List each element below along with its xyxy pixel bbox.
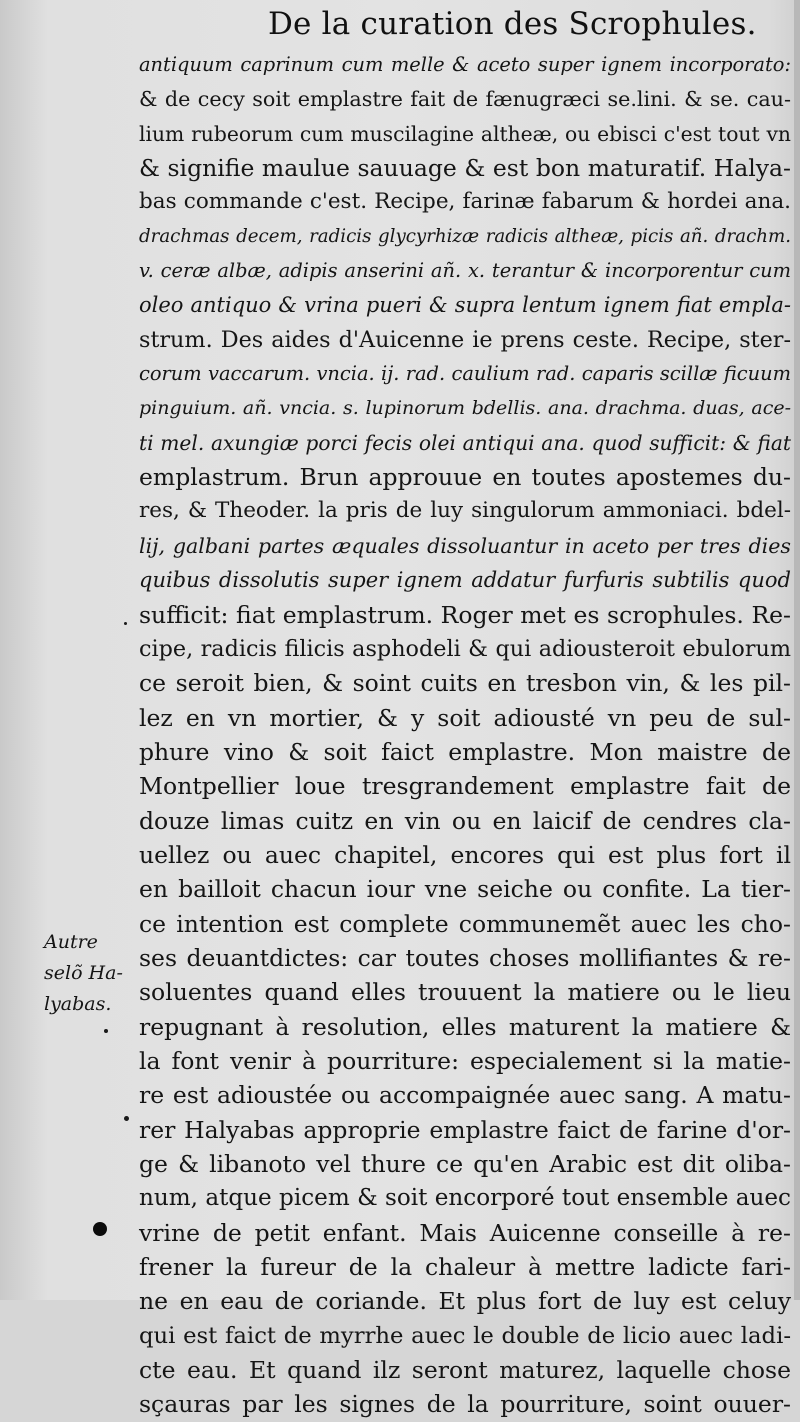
text-line: frener la fureur de la chaleur à mettre ladicte fari- <box>139 1253 791 1282</box>
text-line: oleo antiquo & vrina pueri & supra lentum ignem fiat empla- <box>139 293 791 318</box>
text-line: la font venir à pourriture: especialement si la matie- <box>139 1046 791 1075</box>
text-line: vrine de petit enfant. Mais Auicenne conseille à re- <box>139 1218 791 1247</box>
page-edge-shadow <box>794 0 800 1300</box>
text-line: & signifie maulue sauuage & est bon maturatif. Halya- <box>139 154 791 183</box>
margin-dot <box>124 1116 129 1121</box>
text-line: uellez ou auec chapitel, encores qui est plus fort il <box>139 840 791 869</box>
text-line: emplastrum. Brun approuue en toutes apostemes du- <box>139 463 791 492</box>
text-line: en bailloit chacun iour vne seiche ou confite. La tier- <box>139 875 791 904</box>
marginal-note-line: Autre <box>44 931 98 953</box>
text-line: num, atque picem & soit encorporé tout ensemble auec <box>139 1185 791 1212</box>
text-line: bas commande c'est. Recipe, farinæ fabarum & hordei ana. <box>139 189 791 215</box>
text-line: qui est faict de myrrhe auec le double de licio auec ladi- <box>139 1322 791 1349</box>
text-line: douze limas cuitz en vin ou en laicif de cendres cla- <box>139 806 791 835</box>
text-line: sçauras par les signes de la pourriture, soint ouuer- <box>139 1390 791 1419</box>
text-line: quibus dissolutis super ignem addatur furfuris subtilis quod <box>139 568 791 593</box>
text-line: lez en vn mortier, & y soit adiousté vn peu de sul- <box>139 703 791 732</box>
running-head: De la curation des Scrophules. <box>268 6 757 42</box>
text-line: re est adioustée ou accompaignée auec sang. A matu- <box>139 1081 791 1110</box>
text-line: & de cecy soit emplastre fait de fænugræci se.lini. & se. cau- <box>139 87 791 112</box>
margin-dot <box>104 1029 108 1033</box>
marginal-note <box>44 927 136 1020</box>
text-line: ce intention est complete communemẽt auec les cho- <box>139 909 791 938</box>
text-line: drachmas decem, radicis glycyrhizæ radicis altheæ, picis añ. drachm. <box>139 225 791 247</box>
text-line: ti mel. axungiæ porci fecis olei antiqui ana. quod sufficit: & fiat <box>139 430 791 455</box>
text-line: soluentes quand elles trouuent la matiere ou le lieu <box>139 978 791 1007</box>
marginal-note-line: lyabas. <box>44 993 112 1015</box>
text-line: phure vino & soit faict emplastre. Mon maistre de <box>139 737 791 766</box>
text-line: cte eau. Et quand ilz seront maturez, laquelle chose <box>139 1356 791 1385</box>
text-line: ne en eau de coriande. Et plus fort de luy est celuy <box>139 1287 791 1316</box>
text-line: Montpellier loue tresgrandement emplastre fait de <box>139 772 791 801</box>
text-line: antiquum caprinum cum melle & aceto super ignem incorporato: <box>139 53 791 76</box>
text-line: repugnant à resolution, elles maturent la matiere & <box>139 1012 791 1041</box>
text-line: pinguium. añ. vncia. s. lupinorum bdellis. ana. drachma. duas, ace- <box>139 397 791 420</box>
text-line: lium rubeorum cum muscilagine altheæ, ou ebisci c'est tout vn <box>139 121 791 146</box>
text-line: cipe, radicis filicis asphodeli & qui adiousteroit ebulorum <box>139 635 791 662</box>
ink-blot <box>93 1222 107 1236</box>
text-line: res, & Theoder. la pris de luy singulorum ammoniaci. bdel- <box>139 498 791 524</box>
text-line: ge & libanoto vel thure ce qu'en Arabic est dit oliba- <box>139 1150 791 1178</box>
text-line: rer Halyabas approprie emplastre faict de farine d'or- <box>139 1115 791 1144</box>
text-line: ses deuantdictes: car toutes choses mollifiantes & re- <box>139 943 791 972</box>
margin-dot <box>124 622 127 625</box>
text-line: v. ceræ albæ, adipis anserini añ. x. terantur & incorporentur cum <box>139 259 791 283</box>
text-line: sufficit: fiat emplastrum. Roger met es scrophules. Re- <box>139 600 791 629</box>
text-line: corum vaccarum. vncia. ij. rad. caulium rad. caparis scillæ ficuum <box>139 362 791 386</box>
body-text <box>139 48 791 1422</box>
text-line: strum. Des aides d'Auicenne ie prens ceste. Recipe, ster- <box>139 326 791 353</box>
text-line: ce seroit bien, & soint cuits en tresbon vin, & les pil- <box>139 669 791 698</box>
marginal-note-line: selõ Ha- <box>44 962 123 984</box>
text-line: lij, galbani partes æquales dissoluantur in aceto per tres dies <box>139 533 791 558</box>
